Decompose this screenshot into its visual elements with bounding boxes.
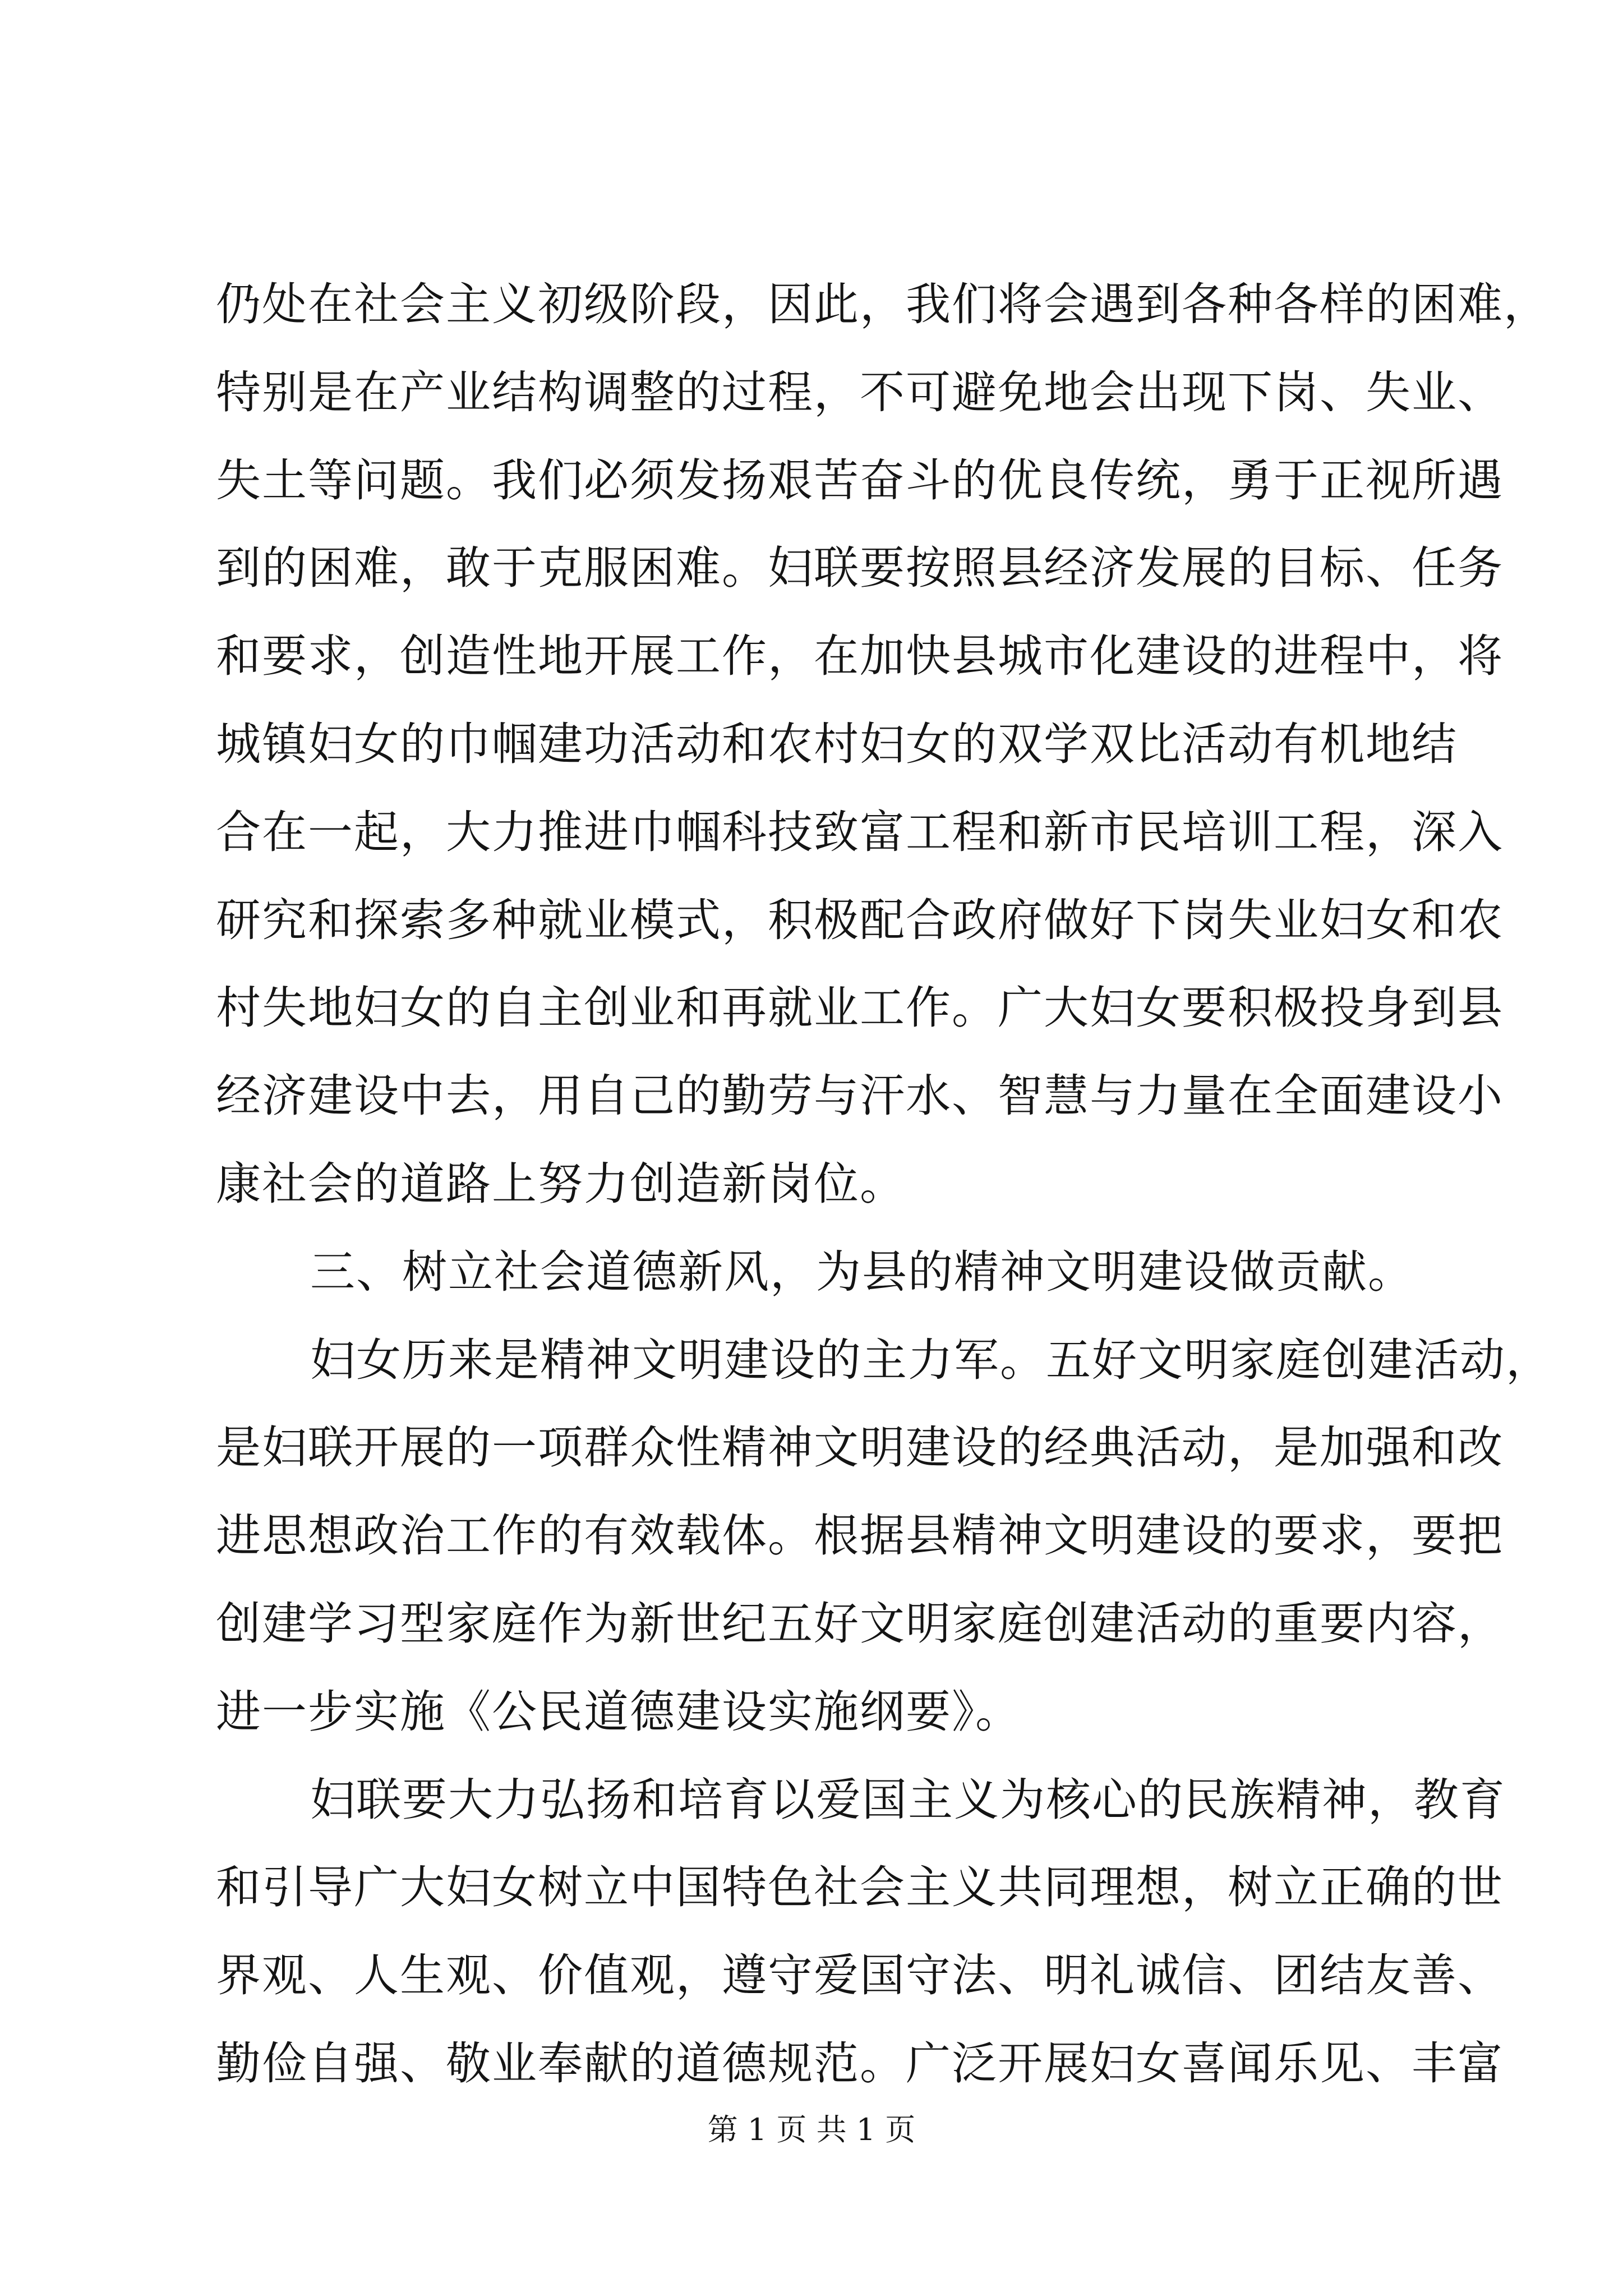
text-line: 仍处在社会主义初级阶段，因此，我们将会遇到各种各样的困难， — [216, 278, 1550, 330]
text-line: 特别是在产业结构调整的过程，不可避免地会出现下岗、失业、 — [216, 366, 1504, 418]
page-footer: 第 1 页 共 1 页 — [707, 2112, 916, 2147]
text-line-paragraph-end: 康社会的道路上努力创造新岗位。 — [216, 1157, 906, 1210]
paragraph-first-line: 妇女历来是精神文明建设的主力军。五好文明家庭创建活动， — [310, 1333, 1552, 1386]
text-line: 合在一起，大力推进巾帼科技致富工程和新市民培训工程，深入 — [216, 806, 1504, 858]
text-line: 勤俭自强、敬业奉献的道德规范。广泛开展妇女喜闻乐见、丰富 — [216, 2037, 1504, 2090]
document-body — [216, 261, 1552, 2108]
text-line: 创建学习型家庭作为新世纪五好文明家庭创建活动的重要内容， — [216, 1597, 1504, 1650]
text-line: 经济建设中去，用自己的勤劳与汗水、智慧与力量在全面建设小 — [216, 1070, 1504, 1122]
text-line: 和要求，创造性地开展工作，在加快县城市化建设的进程中，将 — [216, 630, 1504, 683]
paragraph-first-line: 妇联要大力弘扬和培育以爱国主义为核心的民族精神，教育 — [310, 1773, 1506, 1826]
section-heading: 三、树立社会道德新风，为县的精神文明建设做贡献。 — [310, 1245, 1414, 1298]
text-line: 和引导广大妇女树立中国特色社会主义共同理想，树立正确的世 — [216, 1861, 1504, 1914]
text-line: 失土等问题。我们必须发扬艰苦奋斗的优良传统，勇于正视所遇 — [216, 454, 1504, 507]
text-line: 界观、人生观、价值观，遵守爱国守法、明礼诚信、团结友善、 — [216, 1949, 1504, 2002]
text-line: 城镇妇女的巾帼建功活动和农村妇女的双学双比活动有机地结 — [216, 717, 1458, 770]
text-line: 到的困难，敢于克服困难。妇联要按照县经济发展的目标、任务 — [216, 542, 1504, 595]
text-line: 是妇联开展的一项群众性精神文明建设的经典活动，是加强和改 — [216, 1421, 1504, 1474]
text-line: 研究和探索多种就业模式，积极配合政府做好下岗失业妇女和农 — [216, 894, 1504, 946]
text-line-paragraph-end: 进一步实施《公民道德建设实施纲要》。 — [216, 1685, 1021, 1738]
text-line: 进思想政治工作的有效载体。根据县精神文明建设的要求，要把 — [216, 1510, 1504, 1562]
text-line: 村失地妇女的自主创业和再就业工作。广大妇女要积极投身到县 — [216, 982, 1504, 1034]
